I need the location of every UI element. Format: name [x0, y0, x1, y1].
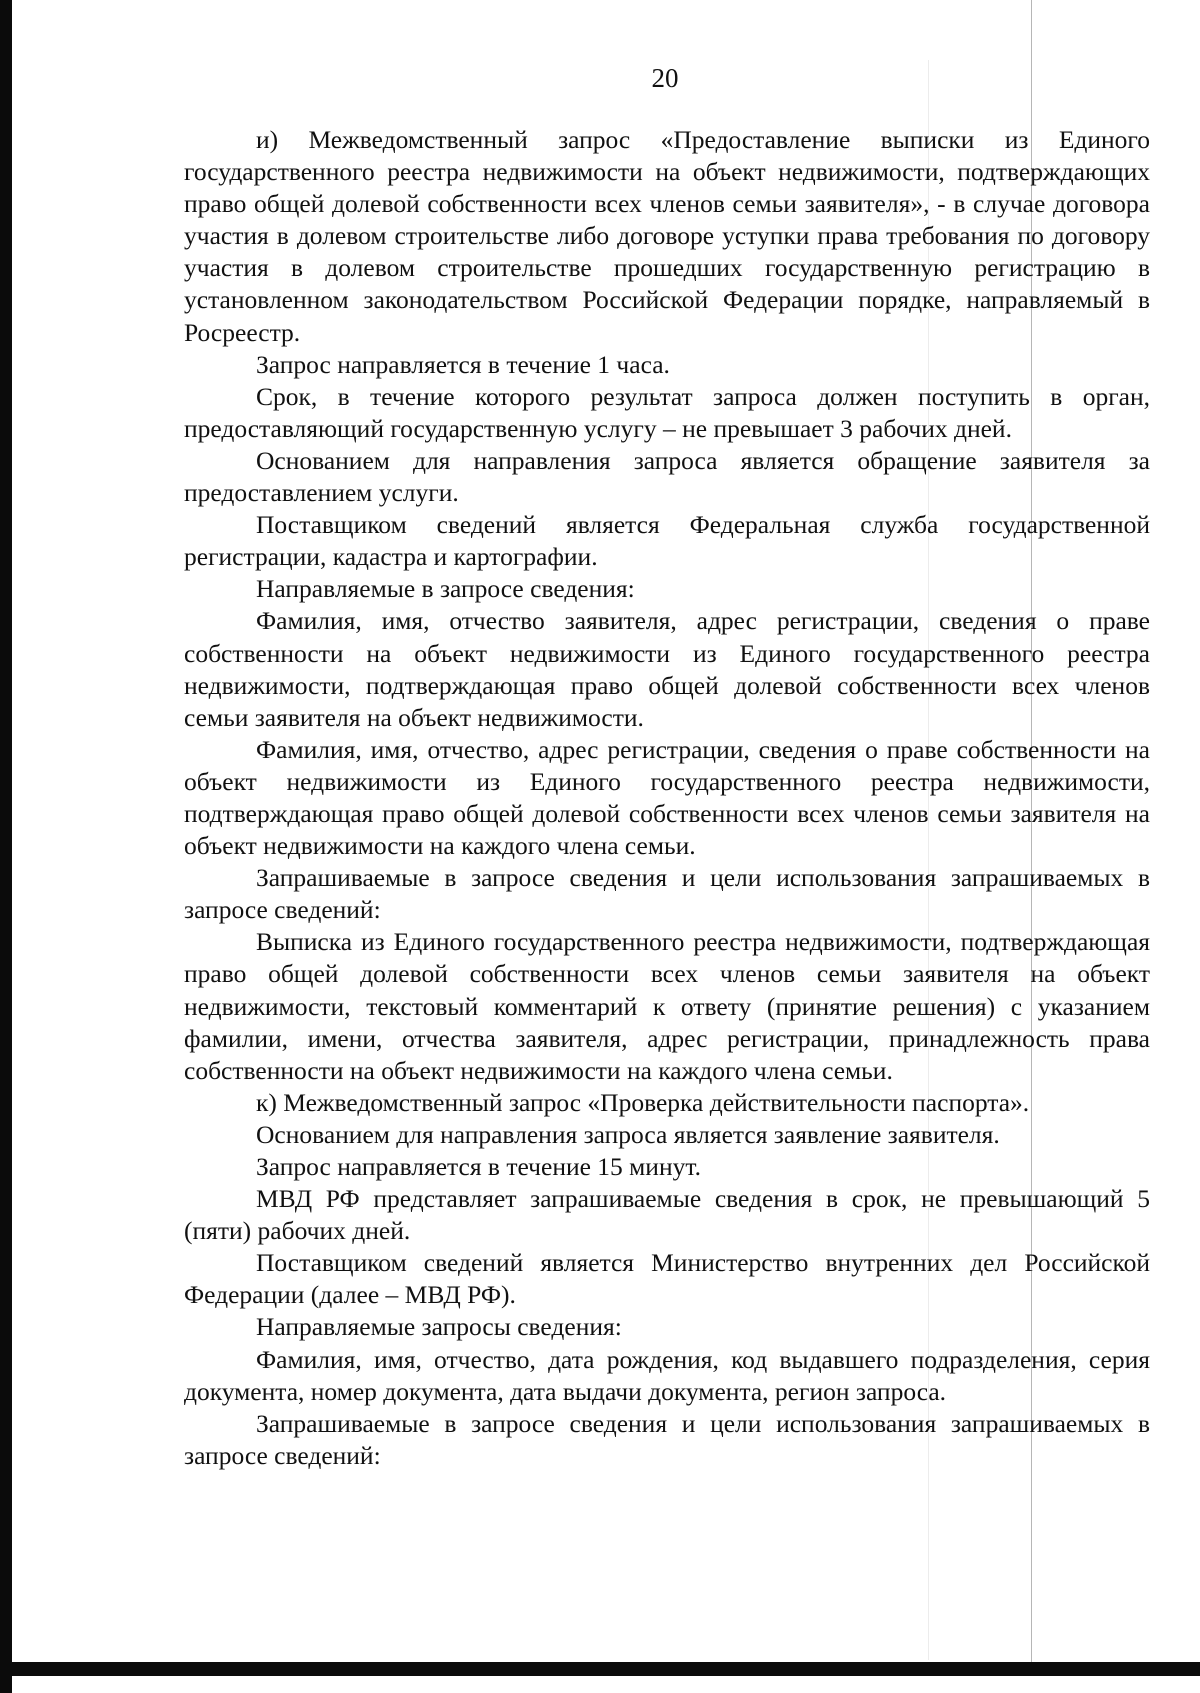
paragraph-sent-data-applicant: Фамилия, имя, отчество заявителя, адрес регистрации, сведения о праве собственности на объект недвижимости из Единого государственного реестра недвижимости, подтверждающая право общей долевой собственности всех членов семьи заявителя на объект недвижимости.: [184, 606, 1150, 732]
scan-border-left: [0, 0, 12, 1693]
paragraph-mvd-deadline: МВД РФ представляет запрашиваемые сведения в срок, не превышающий 5 (пяти) рабочих дней.: [184, 1184, 1150, 1246]
scan-border-bottom: [0, 1662, 1200, 1676]
paragraph-response-deadline: Срок, в течение которого результат запроса должен поступить в орган, предоставляющий государственную услугу – не превышает 3 рабочих дней.: [184, 381, 1150, 443]
paragraph-item-i: и) Межведомственный запрос «Предоставление выписки из Единого государственного реестра недвижимости на объект недвижимости, подтверждающих право общей долевой собственности всех членов семьи заявителя», - в случае договора участия в долевом строительстве либо договоре уступки права требования по договору участия в долевом строительстве прошедших государственную регистрацию в установленном законодательством Российской Федерации порядке, направляемый в Росреестр.: [184, 125, 1150, 347]
paragraph-request-time: Запрос направляется в течение 1 часа.: [256, 349, 670, 379]
paragraph-mvd-provider: Поставщиком сведений является Министерство внутренних дел Российской Федерации (далее – МВД РФ).: [184, 1248, 1150, 1310]
paragraph-passport-request-time: Запрос направляется в течение 15 минут.: [256, 1152, 701, 1181]
paragraph-requested-data-heading: Запрашиваемые в запросе сведения и цели использования запрашиваемых в запросе сведений:: [184, 863, 1150, 925]
paragraph-passport-sent-heading: Направляемые запросы сведения:: [256, 1312, 622, 1342]
paragraph-passport-request-basis: Основанием для направления запроса является заявление заявителя.: [256, 1119, 1000, 1149]
document-body: [184, 124, 1150, 1472]
paragraph-sent-data-heading: Направляемые в запросе сведения:: [256, 574, 635, 604]
paragraph-item-k: к) Межведомственный запрос «Проверка действительности паспорта».: [256, 1087, 1030, 1117]
page-number: 20: [651, 63, 679, 93]
paragraph-data-provider: Поставщиком сведений является Федеральная служба государственной регистрации, кадастра и картографии.: [184, 510, 1150, 572]
paragraph-passport-requested-heading: Запрашиваемые в запросе сведения и цели использования запрашиваемых в запросе сведений:: [184, 1408, 1150, 1470]
paragraph-passport-sent-data: Фамилия, имя, отчество, дата рождения, код выдавшего подразделения, серия документа, номер документа, дата выдачи документа, регион запроса.: [184, 1344, 1150, 1406]
paragraph-sent-data-family: Фамилия, имя, отчество, адрес регистрации, сведения о праве собственности на объект недвижимости из Единого государственного реестра недвижимости, подтверждающая право общей долевой собственности всех членов семьи заявителя на объект недвижимости на каждого члена семьи.: [184, 734, 1150, 861]
paragraph-request-basis: Основанием для направления запроса является обращение заявителя за предоставлением услуги.: [184, 445, 1150, 508]
paragraph-requested-data-extract: Выписка из Единого государственного реестра недвижимости, подтверждающая право общей долевой собственности всех членов семьи заявителя на объект недвижимости, текстовый комментарий к ответу (принятие решения) с указанием фамилии, имени, отчества заявителя, адрес регистрации, принадлежность права собственности на объект недвижимости на каждого члена семьи.: [184, 927, 1150, 1085]
